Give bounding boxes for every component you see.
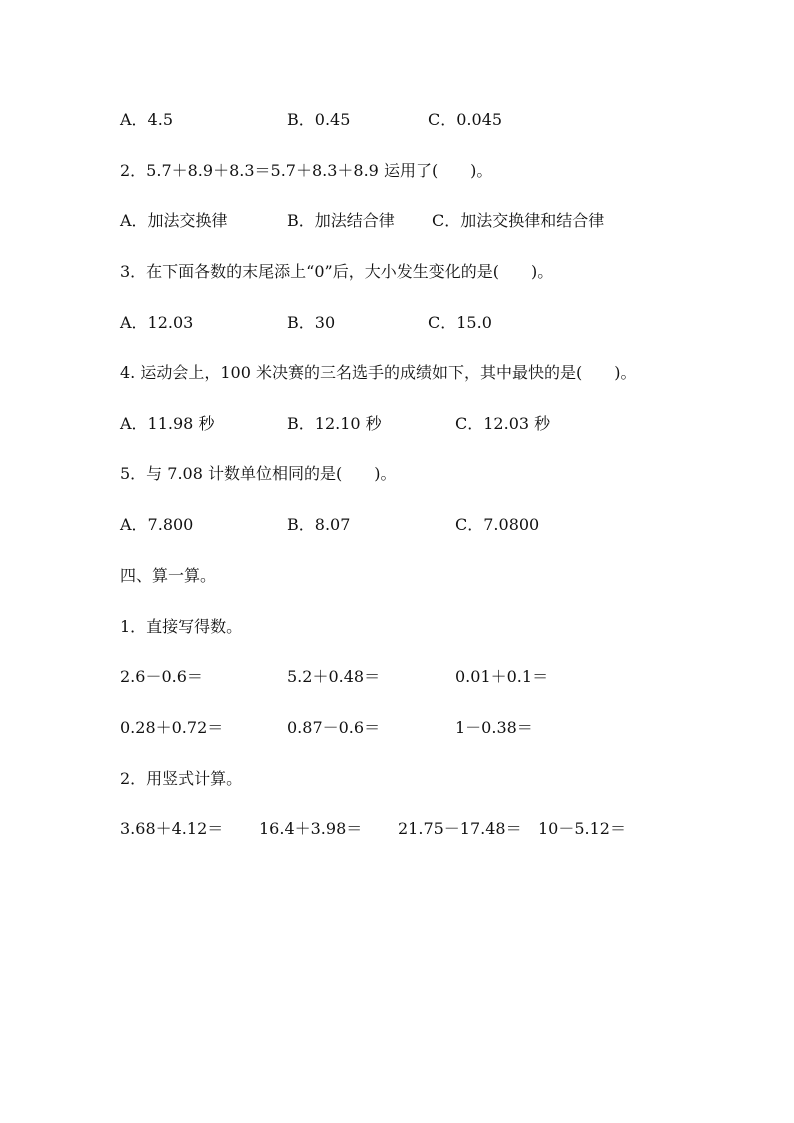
- part1-row1: [0, 665, 794, 689]
- vertical-calc-item: 21.75－17.48＝: [398, 819, 522, 838]
- q5-option-c: C．7.0800: [455, 515, 540, 534]
- q3-option-c: C．15.0: [428, 313, 492, 332]
- q3-options: [0, 311, 794, 335]
- q5-option-b: B．8.07: [287, 515, 351, 534]
- q1-option-c: C．0.045: [428, 110, 503, 129]
- q1-option-b: B．0.45: [287, 110, 351, 129]
- q1-option-a: A．4.5: [120, 110, 174, 129]
- q4-stem-line: [0, 361, 794, 385]
- calc-item: 1－0.38＝: [455, 718, 533, 737]
- part2-title: 2．用竖式计算。: [120, 769, 243, 788]
- q4-options: [0, 412, 794, 436]
- q2-options: [0, 209, 794, 233]
- part1-title: 1．直接写得数。: [120, 617, 243, 636]
- q1-options: [0, 108, 794, 132]
- q5-stem: 5．与 7.08 计数单位相同的是( )。: [120, 464, 397, 483]
- vertical-calc-item: 3.68＋4.12＝: [120, 819, 224, 838]
- calc-item: 5.2＋0.48＝: [287, 667, 381, 686]
- calc-item: 0.28＋0.72＝: [120, 718, 224, 737]
- q4-option-b: B．12.10 秒: [287, 414, 382, 433]
- q3-option-b: B．30: [287, 313, 336, 332]
- q2-stem-line: [0, 159, 794, 183]
- part1-row2: [0, 716, 794, 740]
- q3-stem: 3．在下面各数的末尾添上“0”后，大小发生变化的是( )。: [120, 262, 554, 281]
- q2-stem: 2．5.7＋8.9＋8.3＝5.7＋8.3＋8.9 运用了( )。: [120, 161, 493, 180]
- part2-title-line: [0, 767, 794, 791]
- q5-stem-line: [0, 462, 794, 486]
- q3-option-a: A．12.03: [120, 313, 194, 332]
- q2-option-b: B．加法结合律: [287, 211, 395, 230]
- part2-row: [0, 817, 794, 841]
- vertical-calc-item: 16.4＋3.98＝: [259, 819, 363, 838]
- q4-option-c: C．12.03 秒: [455, 414, 551, 433]
- calc-item: 0.01＋0.1＝: [455, 667, 549, 686]
- section-heading-line: [0, 564, 794, 588]
- q2-option-a: A．加法交换律: [120, 211, 228, 230]
- part1-title-line: [0, 615, 794, 639]
- q5-options: [0, 513, 794, 537]
- q2-option-c: C．加法交换律和结合律: [432, 211, 605, 230]
- q3-stem-line: [0, 260, 794, 284]
- calc-item: 2.6－0.6＝: [120, 667, 203, 686]
- vertical-calc-item: 10－5.12＝: [538, 819, 626, 838]
- section-heading: 四、算一算。: [120, 566, 217, 585]
- calc-item: 0.87－0.6＝: [287, 718, 381, 737]
- q4-option-a: A．11.98 秒: [120, 414, 215, 433]
- q5-option-a: A．7.800: [120, 515, 194, 534]
- q4-stem: 4. 运动会上，100 米决赛的三名选手的成绩如下，其中最快的是( )。: [120, 363, 637, 382]
